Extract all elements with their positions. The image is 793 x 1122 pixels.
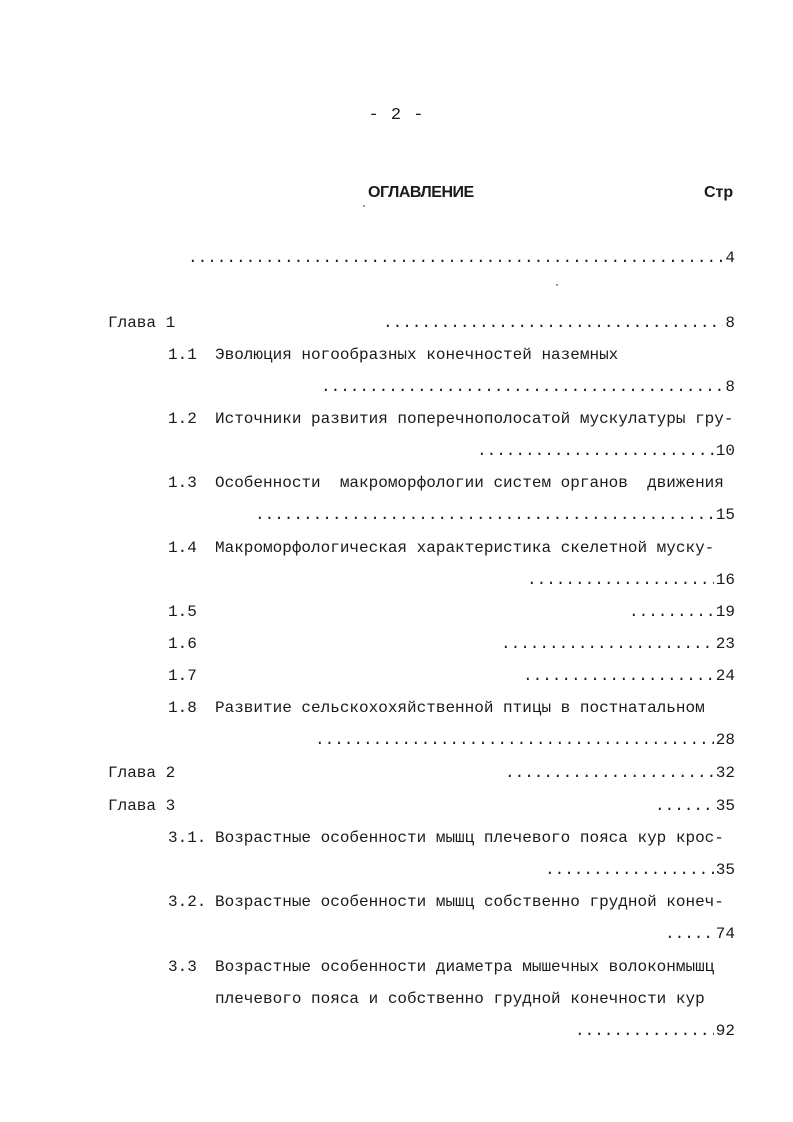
toc-entry-3-1[interactable]: ..... 35	[215, 860, 735, 880]
toc-entry-1-5[interactable]: ..... 19	[215, 602, 735, 622]
page-number: - 2 -	[368, 106, 425, 125]
section-number: 3.1.	[168, 829, 207, 847]
chapter-label-2: Глава 2	[108, 764, 176, 782]
section-number: 1.5	[168, 603, 197, 621]
toc-entry-3-2-line1: Возрастные особенности мышц собственно грудной конеч-	[215, 893, 724, 911]
toc-entry-1-2[interactable]: ..... 10	[215, 441, 735, 461]
toc-entry-1-4-line1: Макроморфологическая характеристика скелетной муску-	[215, 539, 715, 557]
section-number: 1.2	[168, 410, 197, 428]
toc-entry-1-3-line1: Особенности макроморфологии систем органов движения	[215, 474, 724, 492]
section-number: 3.3	[168, 958, 197, 976]
section-number: 3.2.	[168, 893, 207, 911]
scan-speck	[556, 284, 558, 286]
section-number: 1.8	[168, 699, 197, 717]
chapter-label-1: Глава 1	[108, 314, 176, 332]
toc-entry-1-1-line1: Эволюция ногообразных конечностей наземных	[215, 346, 619, 364]
section-number: 1.3	[168, 474, 197, 492]
toc-entry-1-4[interactable]: ..... 16	[215, 570, 735, 590]
toc-entry-intro[interactable]	[108, 248, 735, 268]
page-column-label: Стр	[704, 184, 734, 201]
chapter-label-3: Глава 3	[108, 797, 176, 815]
toc-entry-1-6[interactable]: ..... 23	[215, 634, 735, 654]
toc-title: ОГЛАВЛЕНИЕ	[368, 184, 474, 201]
entry-page: 4	[725, 249, 735, 267]
section-number: 1.1	[168, 346, 197, 364]
toc-entry-3-1-line1: Возрастные особенности мышц плечевого пояса кур крос-	[215, 829, 724, 847]
toc-entry-1-8-line1: Развитие сельскохохяйственной птицы в постнатальном	[215, 699, 705, 717]
toc-entry-1-1[interactable]: ..... 8	[215, 377, 735, 397]
toc-entry-1-3[interactable]: ..... 15	[215, 505, 735, 525]
toc-entry-1-7[interactable]: ..... 24	[215, 666, 735, 686]
section-number: 1.6	[168, 635, 197, 653]
toc-entry-3-3-line2: плечевого пояса и собственно грудной конечности кур	[215, 990, 705, 1008]
toc-entry-ch2[interactable]: ..... 32	[215, 763, 735, 783]
scan-speck	[363, 205, 365, 207]
toc-entry-3-3-line1: Возрастные особенности диаметра мышечных волоконмышц	[215, 958, 715, 976]
toc-entry-3-3[interactable]: ..... 92	[215, 1021, 735, 1041]
toc-entry-ch3[interactable]: ..... 35	[215, 796, 735, 816]
section-number: 1.4	[168, 539, 197, 557]
toc-entry-ch1[interactable]: ..... 8	[215, 313, 735, 333]
toc-entry-3-2[interactable]: ..... 74	[215, 924, 735, 944]
toc-entry-1-2-line1: Источники развития поперечнополосатой мускулатуры гру-	[215, 410, 734, 428]
toc-entry-1-8[interactable]: ..... 28	[215, 730, 735, 750]
section-number: 1.7	[168, 667, 197, 685]
